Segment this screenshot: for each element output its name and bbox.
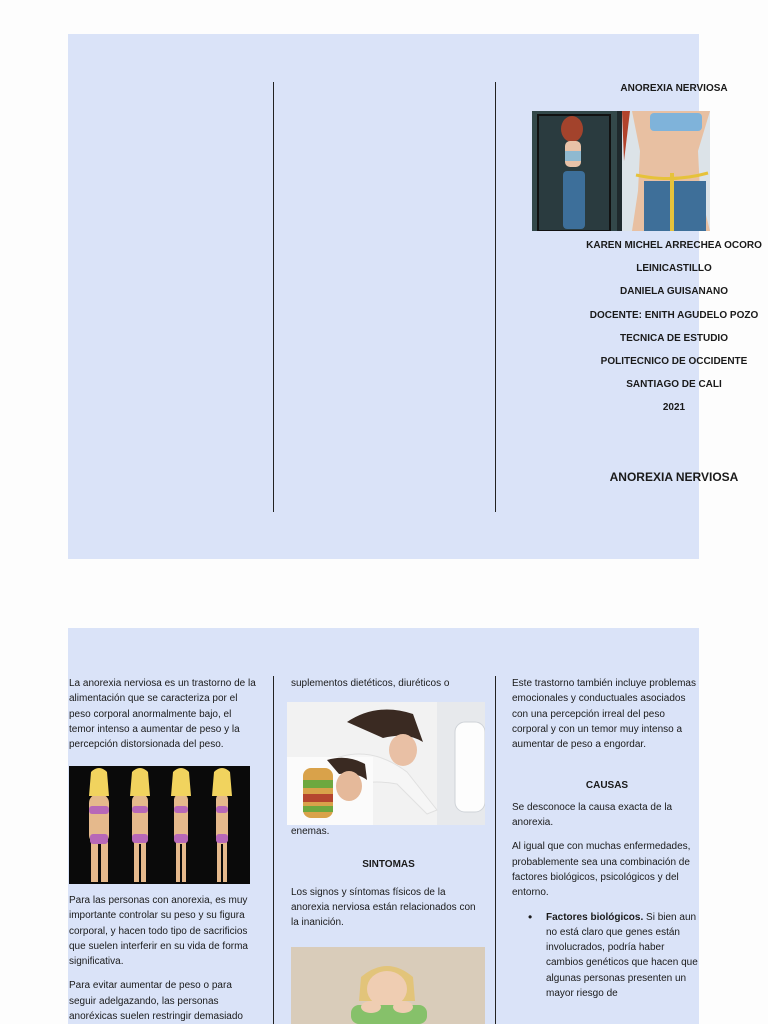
credit-line: TECNICA DE ESTUDIO [620, 333, 728, 344]
column-divider [273, 676, 274, 1024]
combination-paragraph: Al igual que con muchas enfermedades, probablemente sea una combinación de factores biológicos, psicológicos y del entorno. [512, 841, 691, 899]
eating-disorder-photo [287, 702, 485, 825]
column-symptoms-cont [291, 824, 486, 939]
list-item [528, 910, 702, 1002]
bullet-label: Factores biológicos. [546, 911, 644, 923]
enemas-paragraph: enemas. [291, 826, 330, 837]
credit-line: 2021 [662, 402, 686, 413]
sad-woman-image [291, 947, 485, 1024]
column-divider [495, 676, 496, 1024]
column-symptoms [291, 676, 486, 700]
credit-line: KAREN MICHEL ARRECHEA OCORO [586, 240, 762, 251]
column-divider [273, 82, 274, 512]
credit-line: DANIELA GUISANANO [620, 286, 728, 297]
column-causes [512, 676, 702, 1001]
body-silhouettes-image [69, 766, 250, 884]
cover-title: ANOREXIA NERVIOSA [620, 83, 728, 94]
credit-line: LEINICASTILLO [636, 263, 712, 274]
column-intro [69, 676, 259, 761]
cover-photo [532, 111, 710, 231]
intro-paragraph: La anorexia nerviosa es un trastorno de la alimentación que se caracteriza por el peso corporal anormalmente bajo, el temor intenso a aumentar de peso y la percepción distorsionada del peso. [69, 678, 256, 751]
restrict-paragraph: Para evitar aumentar de peso o para seguir adelgazando, las personas anoréxicas suelen restringir demasiado [69, 980, 243, 1023]
emotional-paragraph: Este trastorno también incluye problemas emocionales y conductuales asociados con una percepción irreal del peso corporal y con un temor muy intenso a aumentar de peso a engordar. [512, 678, 696, 751]
control-paragraph: Para las personas con anorexia, es muy importante controlar su peso y su figura corporal, y hacen todo tipo de sacrificios que suelen interferir en su vida de forma significativa. [69, 895, 248, 968]
causes-list [512, 910, 702, 1002]
measuring-waist-photo [532, 111, 710, 231]
body-figures-photo [69, 766, 250, 884]
column-intro-cont [69, 893, 259, 1024]
credit-line: POLITECNICO DE OCCIDENTE [600, 356, 748, 367]
supplements-paragraph: suplementos dietéticos, diuréticos o [291, 678, 450, 689]
credit-line: SANTIAGO DE CALI [626, 379, 722, 390]
unknown-cause-paragraph: Se desconoce la causa exacta de la anorexia. [512, 801, 673, 829]
sad-woman-photo [291, 947, 485, 1024]
symptoms-heading: SINTOMAS [362, 859, 415, 871]
symptoms-paragraph: Los signos y síntomas físicos de la anorexia nerviosa están relacionados con la inanición. [291, 886, 476, 929]
woman-toilet-image [287, 702, 485, 825]
bullet-text: Si bien aun no está claro que genes están involucrados, podría haber cambios genéticos que hacen que algunas personas presenten un mayor riesgo de [546, 911, 698, 1000]
cover-bottom-title: ANOREXIA NERVIOSA [609, 470, 739, 484]
causes-heading: CAUSAS [585, 780, 629, 792]
credit-line: DOCENTE: ENITH AGUDELO POZO [589, 310, 759, 321]
